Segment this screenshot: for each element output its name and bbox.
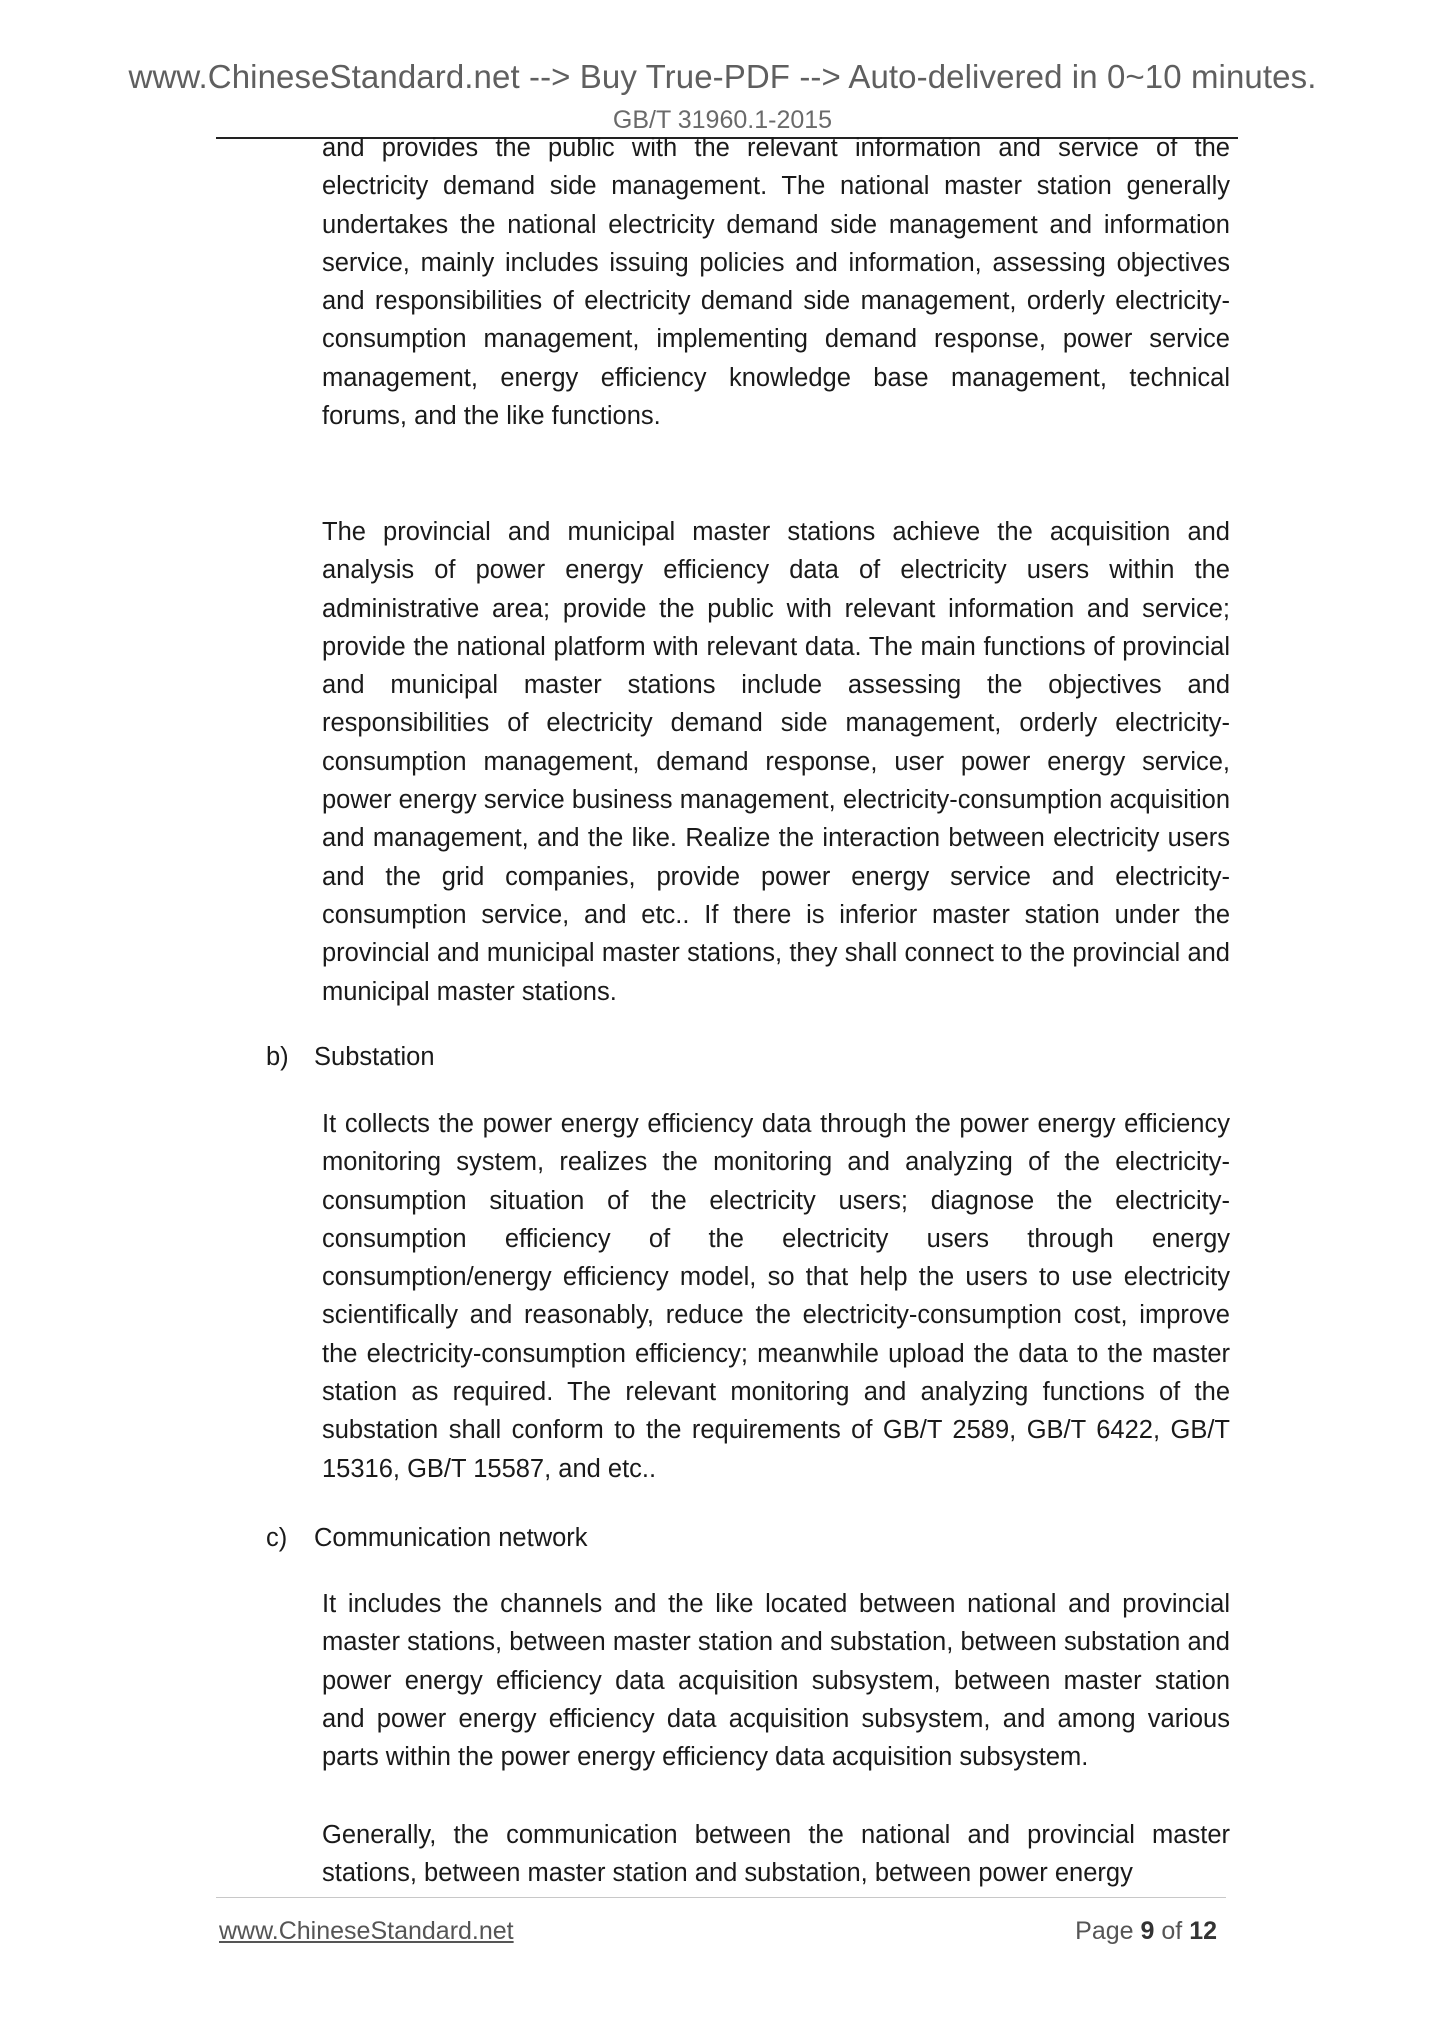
paragraph-substation: It collects the power energy efficiency data through the power energy efficiency monitoring system, realizes the monitoring and analyzing of the electricity-consumption situation of the electricity users; diagnose the electricity-consumption efficiency of the electricity users through energy consumption/energy efficiency model, so that help the users to use electricity scientifically and reasonably, reduce the electricity-consumption cost, improve the electricity-consumption efficiency; meanwhile upload the data to the master station as required. The relevant monitoring and analyzing functions of the substation shall conform to the requirements of GB/T 2589, GB/T 6422, GB/T 15316, GB/T 15587, and etc.. bbox=[322, 1110, 1230, 1483]
paragraph-national-master-station: and provides the public with the relevant information and service of the electricity demand side management. The national master station generally undertakes the national electricity demand side management and information service, mainly includes issuing policies and information, assessing objectives and responsibilities of electricity demand side management, orderly electricity-consumption management, implementing demand response, power service management, energy efficiency knowledge base management, technical forums, and the like functions. bbox=[322, 134, 1230, 431]
paragraph-communication-general: Generally, the communication between the national and provincial master stations, between master station and substation, between power energy bbox=[322, 1821, 1230, 1888]
page-of: of bbox=[1161, 1917, 1183, 1945]
page-total: 12 bbox=[1189, 1917, 1217, 1945]
list-marker: c) bbox=[266, 1524, 288, 1552]
footer-site-link[interactable]: www.ChineseStandard.net bbox=[219, 1917, 514, 1945]
footer-rule bbox=[216, 1897, 1226, 1898]
list-item-title: Communication network bbox=[314, 1524, 588, 1552]
paragraph-provincial-master-stations: The provincial and municipal master stations achieve the acquisition and analysis of power energy efficiency data of electricity users within the administrative area; provide the public with relevant information and service; provide the national platform with relevant data. The main functions of provincial and municipal master stations include assessing the objectives and responsibilities of electricity demand side management, orderly electricity-consumption management, demand response, user power energy service, power energy service business management, electricity-consumption acquisition and management, and the like. Realize the interaction between electricity users and the grid companies, provide power energy service and electricity-consumption service, and etc.. If there is inferior master station under the provincial and municipal master stations, they shall connect to the provincial and municipal master stations. bbox=[322, 518, 1230, 1006]
list-item-title: Substation bbox=[314, 1043, 435, 1071]
standard-code: GB/T 31960.1-2015 bbox=[612, 106, 833, 134]
list-item-communication-network bbox=[266, 1519, 588, 1557]
paragraph-communication-channels: It includes the channels and the like located between national and provincial master stations, between master station and substation, between substation and power energy efficiency data acquisition subsystem, between master station and power energy efficiency data acquisition subsystem, and among various parts within the power energy efficiency data acquisition subsystem. bbox=[322, 1590, 1230, 1772]
header-banner[interactable]: www.ChineseStandard.net --> Buy True-PDF --> Auto-delivered in 0~10 minutes. bbox=[128, 58, 1317, 95]
page-number bbox=[1075, 1917, 1217, 1946]
page-current: 9 bbox=[1140, 1917, 1155, 1945]
list-marker: b) bbox=[266, 1043, 289, 1071]
list-item-substation bbox=[266, 1038, 435, 1076]
page-word: Page bbox=[1075, 1917, 1134, 1945]
